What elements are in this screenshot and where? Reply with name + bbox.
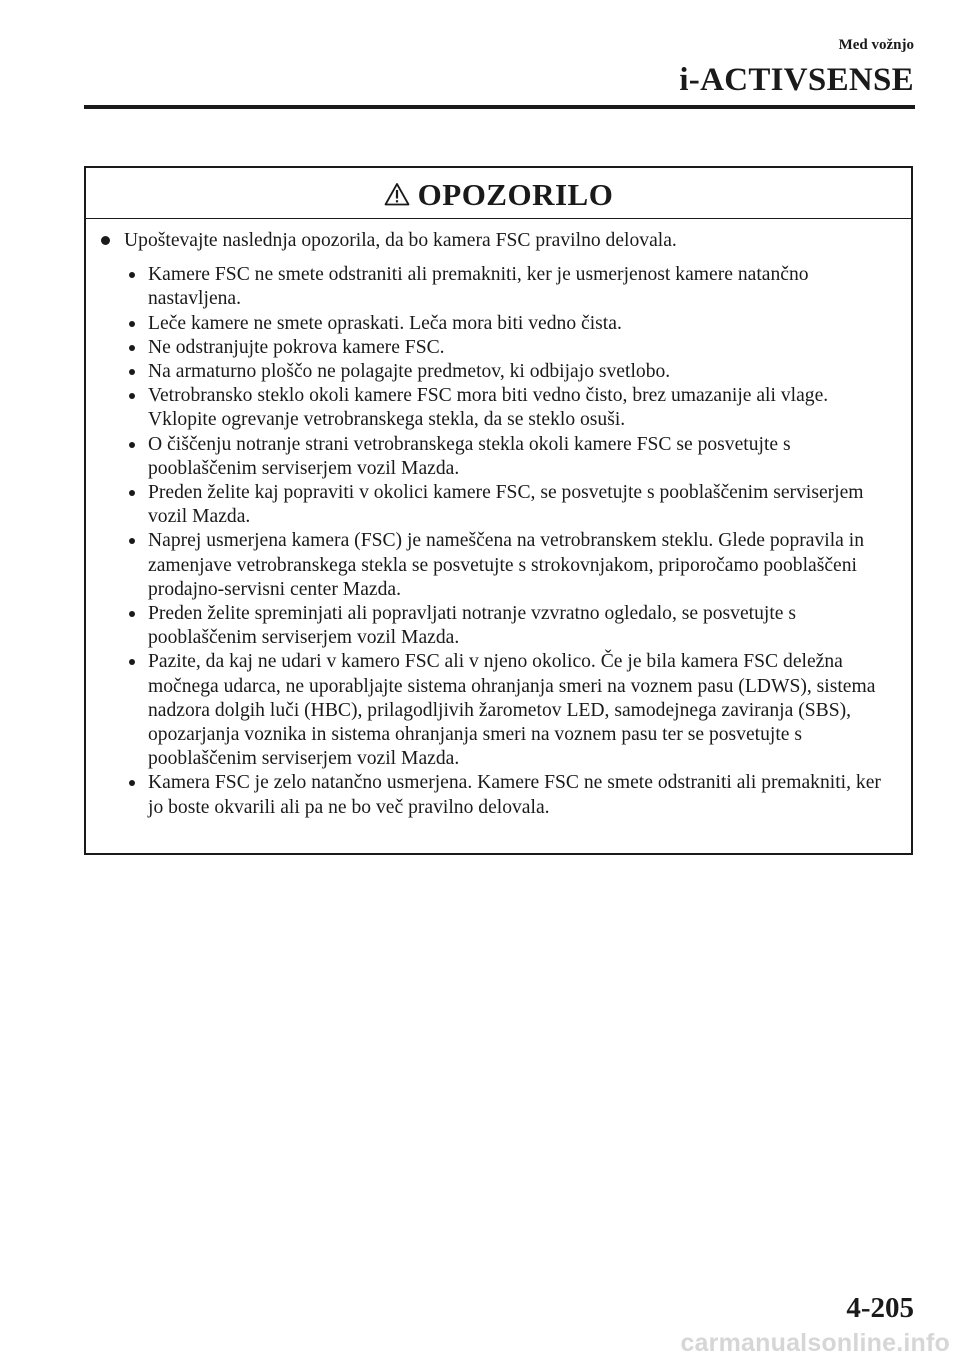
warning-item — [123, 602, 897, 650]
warning-item-text: Pazite, da kaj ne udari v kamero FSC ali v njeno okolico. Če je bila kamera FSC deležna močnega udarca, ne uporabljajte sistema ohranjanja smeri na voznem pasu (LDWS), sistema nadzora dolgih luči (HBC), prilagodljivih žarometov LED, samodejnega zaviranja (SBS), opozarjanja voznika in sistema ohranjanja smeri na voznem pasu ter se posvetujte s pooblaščenim serviserjem vozil Mazda. — [148, 651, 876, 770]
warning-item-text: Vetrobransko steklo okoli kamere FSC mora biti vedno čisto, brez umazanije ali vlage. Vklopite ogrevanje vetrobranskega stekla, da se steklo osuši. — [148, 385, 829, 431]
warning-body — [86, 219, 911, 820]
warning-item — [123, 650, 897, 771]
watermark: carmanualsonline.info — [680, 1329, 950, 1357]
warning-item — [123, 433, 897, 481]
warning-item — [123, 336, 897, 360]
warning-item-text: Leče kamere ne smete opraskati. Leča mora biti vedno čista. — [148, 312, 622, 334]
bullet-icon — [123, 650, 148, 674]
bullet-icon — [123, 312, 148, 336]
bullet-icon — [123, 602, 148, 626]
warning-title: OPOZORILO — [417, 176, 614, 212]
warning-item — [123, 312, 897, 336]
warning-item — [123, 771, 897, 819]
warning-item-text: Preden želite spreminjati ali popravljati notranje vzvratno ogledalo, se posvetujte s pooblaščenim serviserjem vozil Mazda. — [148, 603, 797, 649]
warning-item — [123, 360, 897, 384]
warning-item — [123, 481, 897, 529]
bullet-icon — [123, 360, 148, 384]
bullet-icon — [123, 336, 148, 360]
warning-lead-item — [98, 229, 897, 253]
warning-item-text: Kamera FSC je zelo natančno usmerjena. Kamere FSC ne smete odstraniti ali premakniti, ker jo boste okvarili ali pa ne bo več pravilno delovala. — [148, 772, 881, 818]
warning-item-text: O čiščenju notranje strani vetrobranskega stekla okoli kamere FSC se posvetujte s pooblaščenim serviserjem vozil Mazda. — [148, 433, 791, 479]
bullet-icon — [123, 263, 148, 287]
bullet-icon — [123, 771, 148, 795]
warning-item-text: Preden želite kaj popraviti v okolici kamere FSC, se posvetujte s pooblaščenim serviserjem vozil Mazda. — [148, 482, 864, 528]
header-divider — [84, 105, 915, 109]
bullet-icon — [123, 384, 148, 408]
warning-item-text: Na armaturno ploščo ne polagajte predmetov, ki odbijajo svetlobo. — [148, 361, 671, 383]
warning-triangle-icon — [384, 182, 410, 206]
warning-item — [123, 529, 897, 602]
bullet-icon — [123, 481, 148, 505]
warning-item — [123, 263, 897, 311]
warning-item — [123, 384, 897, 432]
warning-item-text: Ne odstranjujte pokrova kamere FSC. — [148, 336, 445, 358]
bullet-icon — [123, 529, 148, 553]
page-number: 4-205 — [846, 1292, 914, 1324]
warning-box — [84, 166, 913, 855]
bullet-dot-icon — [100, 235, 112, 247]
warning-item-list — [98, 263, 897, 820]
warning-lead-text: Upoštevajte naslednja opozorila, da bo kamera FSC pravilno delovala. — [124, 230, 677, 251]
chapter-title: i-ACTIVSENSE — [679, 62, 914, 98]
bullet-icon — [123, 433, 148, 457]
warning-header — [86, 168, 911, 219]
warning-item-text: Kamere FSC ne smete odstraniti ali premakniti, ker je usmerjenost kamere natančno nastavljena. — [148, 264, 809, 310]
warning-item-text: Naprej usmerjena kamera (FSC) je nameščena na vetrobranskem steklu. Glede popravila in zamenjave vetrobranskega stekla se posvetujte s strokovnjakom, priporočamo pooblaščeni prodajno-servisni center Mazda. — [148, 530, 865, 600]
section-title: Med vožnjo — [838, 37, 914, 53]
